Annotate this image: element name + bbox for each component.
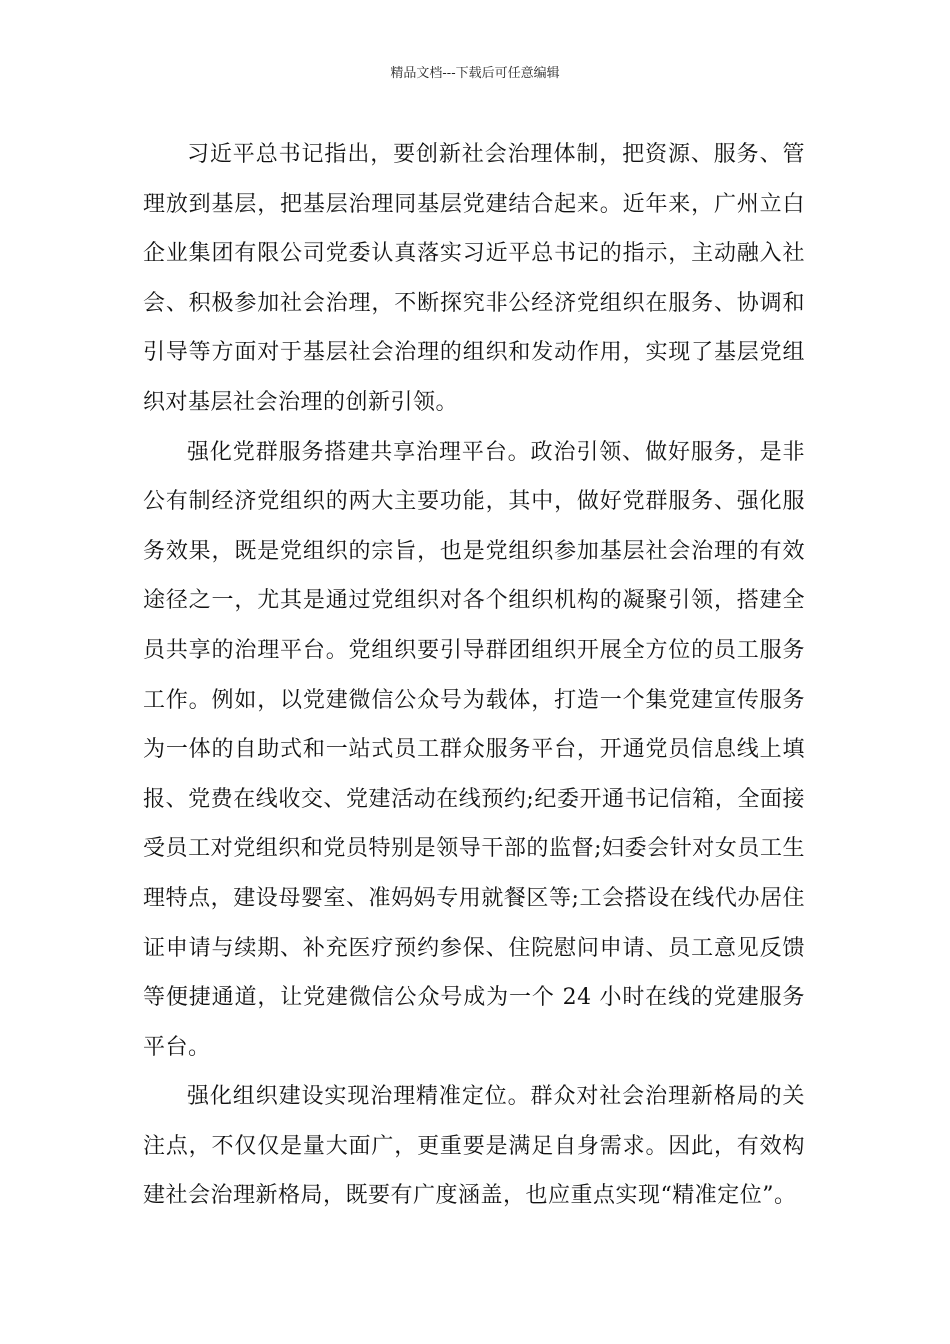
paragraph-party-service: 强化党群服务搭建共享治理平台。政治引领、做好服务，是非公有制经济党组织的两大主要功能，其中，做好党群服务、强化服务效果，既是党组织的宗旨，也是党组织参加基层社会治理的有效途径之一，尤其是通过党组织对各个组织机构的凝聚引领，搭建全员共享的治理平台。党组织要引导群团组织开展全方位的员工服务工作。例如，以党建微信公众号为载体，打造一个集党建宣传服务为一体的自助式和一站式员工群众服务平台，开通党员信息线上填报、党费在线收交、党建活动在线预约;纪委开通书记信箱，全面接受员工对党组织和党员特别是领导干部的监督;妇委会针对女员工生理特点，建设母婴室、准妈妈专用就餐区等;工会搭设在线代办居住证申请与续期、补充医疗预约参保、住院慰问申请、员工意见反馈等便捷通道，让党建微信公众号成为一个 24 小时在线的党建服务平台。: [143, 439, 805, 1060]
document-body: [143, 130, 805, 1221]
paragraph-organization: 强化组织建设实现治理精准定位。群众对社会治理新格局的关注点，不仅仅是量大面广，更重要是满足自身需求。因此，有效构建社会治理新格局，既要有广度涵盖，也应重点实现“精准定位”。: [143, 1084, 805, 1209]
page-header: 精品文档---下载后可任意编辑: [390, 66, 560, 81]
paragraph-intro: 习近平总书记指出，要创新社会治理体制，把资源、服务、管理放到基层，把基层治理同基层党建结合起来。近年来，广州立白企业集团有限公司党委认真落实习近平总书记的指示，主动融入社会、积极参加社会治理，不断探究非公经济党组织在服务、协调和引导等方面对于基层社会治理的组织和发动作用，实现了基层党组织对基层社会治理的创新引领。: [143, 142, 805, 415]
